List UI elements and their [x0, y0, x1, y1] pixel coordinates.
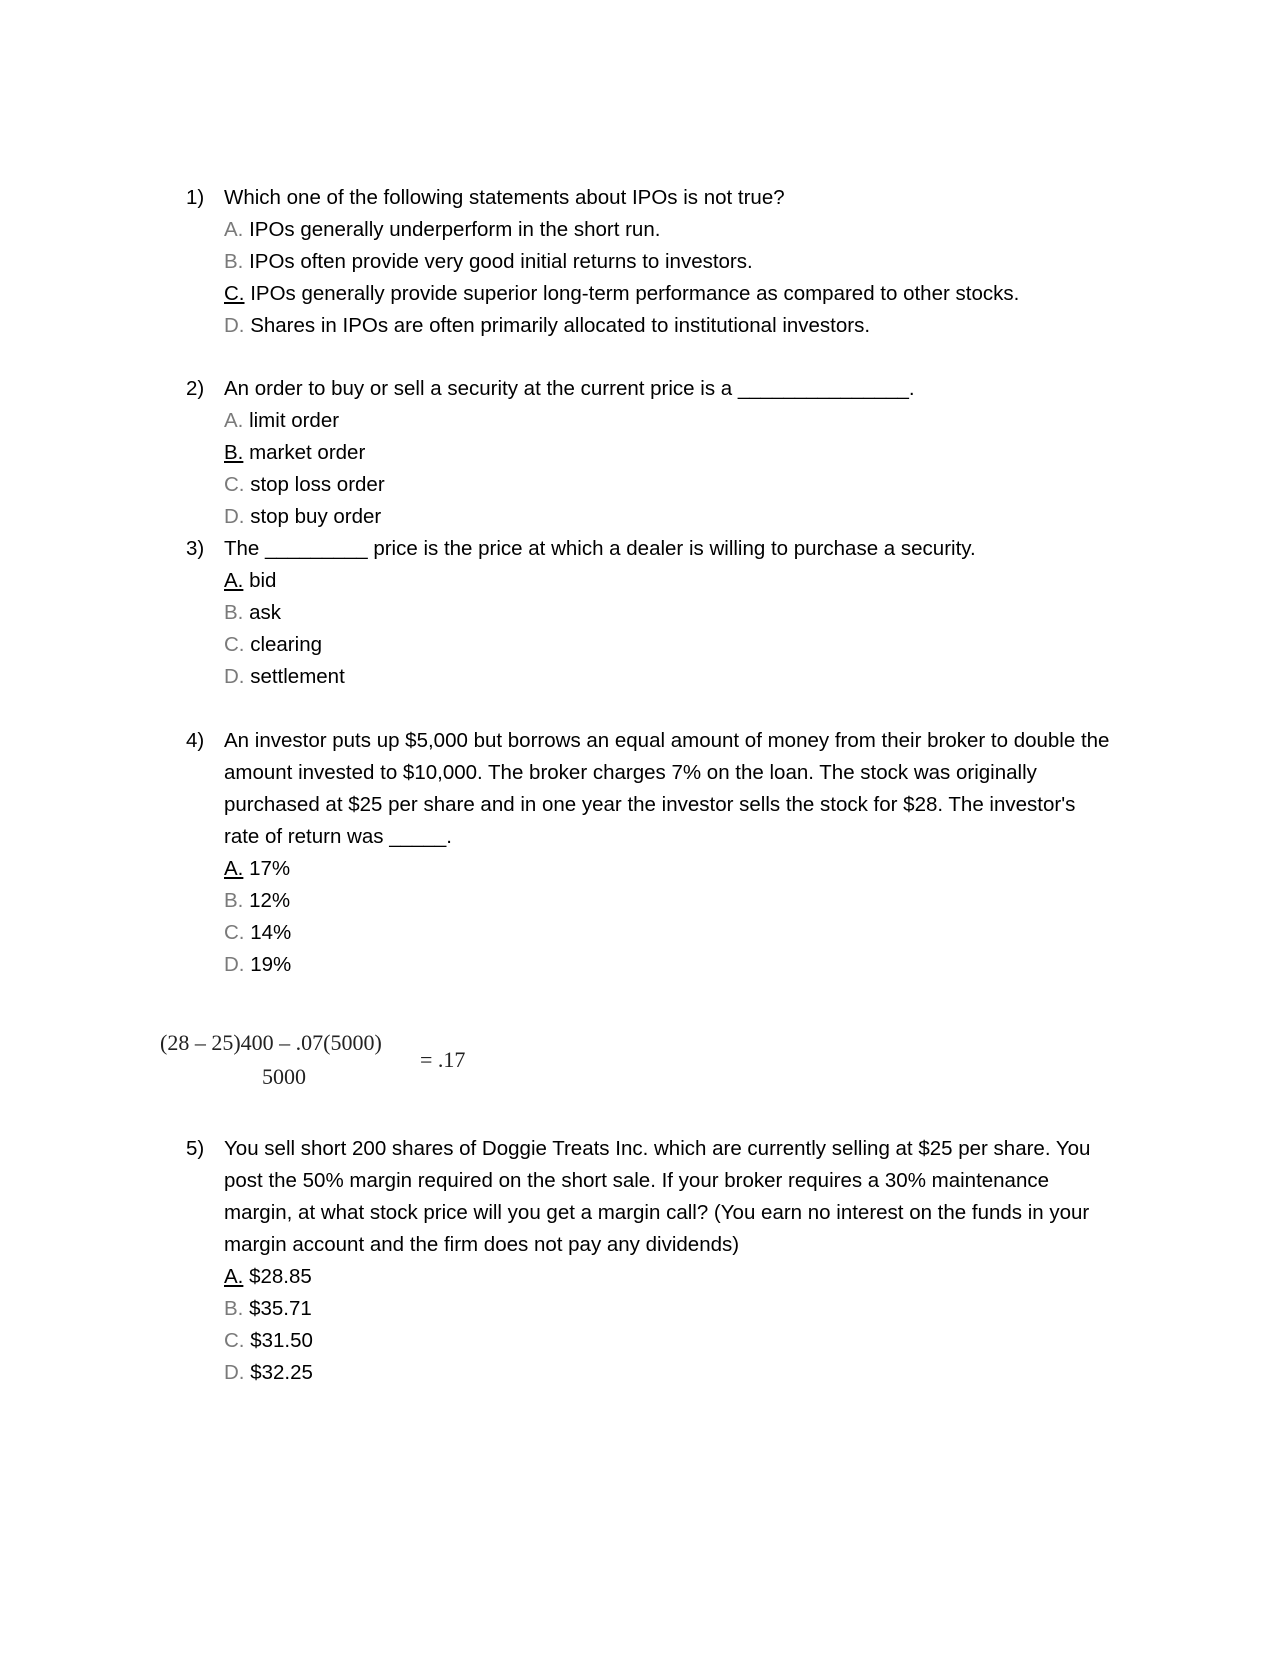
option-text: $31.50	[250, 1329, 313, 1352]
question-5	[186, 1133, 1116, 1389]
equation-result: = .17	[420, 1047, 466, 1072]
option-letter: A.	[224, 218, 244, 241]
equation-numerator: (28 – 25)400 – .07(5000)	[160, 1030, 382, 1055]
question-number: 1)	[186, 186, 205, 209]
option-letter-correct: B.	[224, 441, 244, 464]
option-text: IPOs generally provide superior long-term performance as compared to other stocks.	[250, 282, 1020, 305]
option-letter: B.	[224, 1297, 244, 1320]
answer-option	[224, 949, 1116, 981]
question-2	[186, 373, 1116, 533]
option-letter: D.	[224, 953, 245, 976]
option-text: $28.85	[249, 1265, 312, 1288]
option-text: stop loss order	[250, 473, 385, 496]
option-letter: C.	[224, 1329, 245, 1352]
option-letter: B.	[224, 250, 244, 273]
option-text: bid	[249, 569, 277, 592]
option-letter: D.	[224, 505, 245, 528]
question-number: 5)	[186, 1137, 205, 1160]
answer-options	[224, 853, 1116, 981]
option-text: market order	[249, 441, 366, 464]
option-letter-correct: C.	[224, 282, 245, 305]
answer-option	[224, 501, 1116, 533]
answer-option	[224, 885, 1116, 917]
answer-option	[224, 629, 1116, 661]
question-text: Which one of the following statements about IPOs is not true?	[224, 186, 785, 209]
question-1	[186, 182, 1116, 342]
answer-option	[224, 597, 1116, 629]
question-text: You sell short 200 shares of Doggie Treats Inc. which are currently selling at $25 per share. You post the 50% margin required on the short sale. If your broker requires a 30% maintenance margin, at what stock price will you get a margin call? (You earn no interest on the funds in your margin account and the firm does not pay any dividends)	[224, 1137, 1091, 1256]
option-letter: B.	[224, 601, 244, 624]
option-text: settlement	[250, 665, 345, 688]
question-text: An investor puts up $5,000 but borrows an equal amount of money from their broker to double the amount invested to $10,000. The broker charges 7% on the loan. The stock was originally purchased at $25 per share and in one year the investor sells the stock for $28. The investor's rate of return was _____.	[224, 729, 1110, 848]
option-letter-correct: A.	[224, 1265, 244, 1288]
question-number: 3)	[186, 537, 205, 560]
question-text: The _________ price is the price at which a dealer is willing to purchase a security.	[224, 537, 976, 560]
answer-option	[224, 661, 1116, 693]
option-text: 17%	[249, 857, 291, 880]
option-letter: B.	[224, 889, 244, 912]
answer-option-correct	[224, 1261, 1116, 1293]
option-text: clearing	[250, 633, 322, 656]
answer-option	[224, 1293, 1116, 1325]
worked-equation	[160, 1030, 500, 1100]
option-letter: D.	[224, 314, 245, 337]
answer-option-correct	[224, 853, 1116, 885]
question-3	[186, 533, 1116, 693]
option-letter: C.	[224, 921, 245, 944]
answer-option-correct	[224, 278, 1116, 310]
option-text: ask	[249, 601, 281, 624]
option-letter: D.	[224, 665, 245, 688]
question-number: 4)	[186, 729, 205, 752]
answer-option-correct	[224, 437, 1116, 469]
answer-option	[224, 1357, 1116, 1389]
option-letter-correct: A.	[224, 857, 244, 880]
option-letter: D.	[224, 1361, 245, 1384]
answer-options	[224, 1261, 1116, 1389]
answer-option	[224, 214, 1116, 246]
answer-option	[224, 1325, 1116, 1357]
option-text: $35.71	[249, 1297, 312, 1320]
option-letter: A.	[224, 409, 244, 432]
answer-option	[224, 917, 1116, 949]
option-text: $32.25	[250, 1361, 313, 1384]
option-text: 19%	[250, 953, 292, 976]
option-text: IPOs generally underperform in the short run.	[249, 218, 661, 241]
option-text: limit order	[249, 409, 340, 432]
answer-option	[224, 405, 1116, 437]
option-letter: C.	[224, 633, 245, 656]
answer-option	[224, 246, 1116, 278]
option-letter-correct: A.	[224, 569, 244, 592]
answer-option	[224, 469, 1116, 501]
option-letter: C.	[224, 473, 245, 496]
question-number: 2)	[186, 377, 205, 400]
option-text: stop buy order	[250, 505, 382, 528]
option-text: 14%	[250, 921, 292, 944]
answer-option	[224, 310, 1116, 342]
option-text: IPOs often provide very good initial returns to investors.	[249, 250, 753, 273]
option-text: Shares in IPOs are often primarily allocated to institutional investors.	[250, 314, 871, 337]
question-text: An order to buy or sell a security at the current price is a _______________.	[224, 377, 915, 400]
answer-option-correct	[224, 565, 1116, 597]
answer-options	[224, 214, 1116, 342]
option-text: 12%	[249, 889, 291, 912]
answer-options	[224, 565, 1116, 693]
answer-options	[224, 405, 1116, 533]
equation-denominator: 5000	[262, 1064, 306, 1089]
question-4	[186, 725, 1116, 981]
